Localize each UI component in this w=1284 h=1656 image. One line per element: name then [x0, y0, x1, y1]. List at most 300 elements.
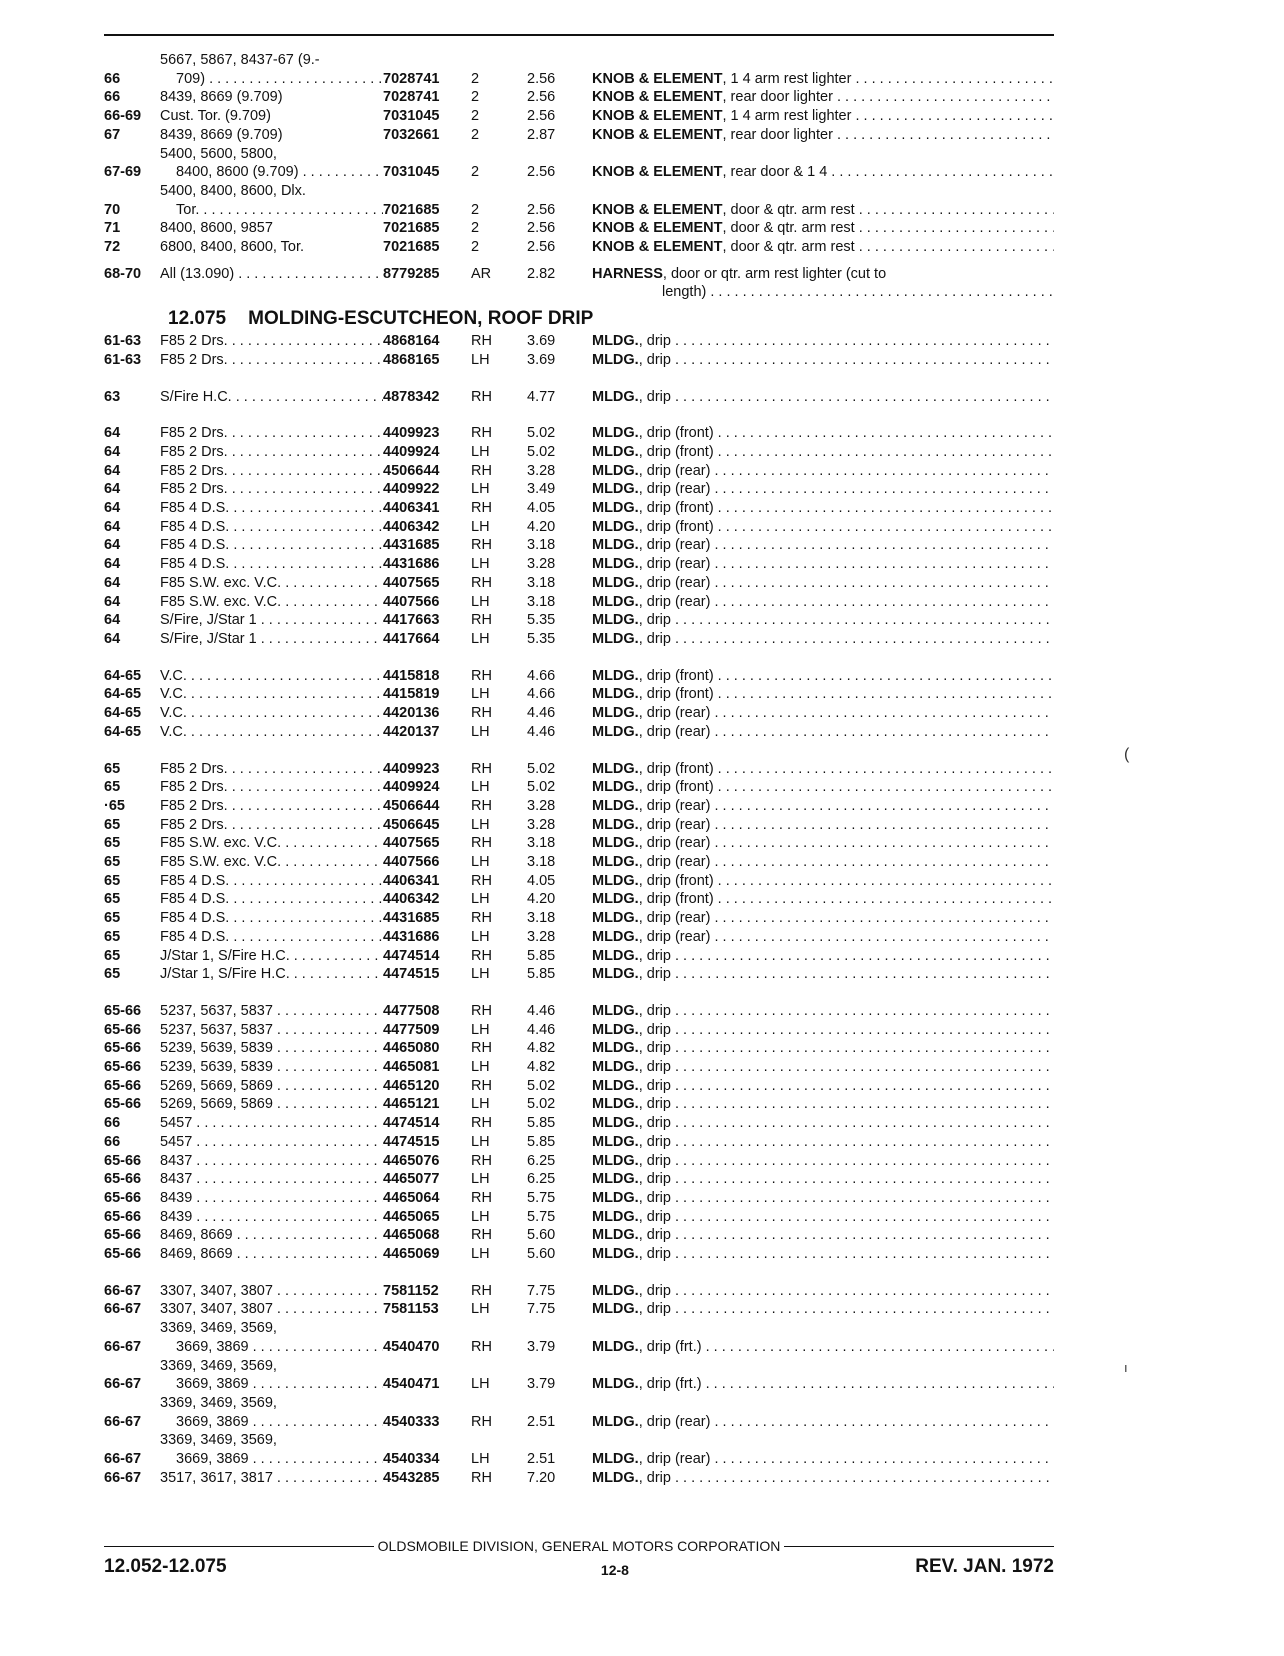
quantity: RH [471, 1227, 492, 1244]
model-year: 65-66 [104, 1096, 142, 1113]
model-year: 64 [104, 518, 121, 535]
description-name: MLDG. [592, 333, 639, 350]
description-detail: , drip [638, 1171, 671, 1188]
model-line: F85 2 Drs. . . . [160, 779, 383, 795]
model-line: F85 4 D.S. . . . [160, 891, 383, 907]
description-detail: , drip (rear) [638, 481, 711, 498]
model-year: 64 [104, 574, 121, 591]
footer-section-range: 12.052-12.075 [104, 1556, 227, 1577]
top-rule [104, 34, 1054, 36]
molding-parts-list [104, 332, 1054, 1487]
model-line: 5239, 5639, 5839 . . . [160, 1040, 383, 1056]
price: 5.02 [527, 425, 556, 442]
model-application [160, 107, 383, 126]
model-application [160, 853, 383, 872]
description-name: MLDG. [592, 425, 639, 442]
description-detail: , drip (rear) [638, 593, 711, 610]
model-line: 8439 . . . [160, 1209, 383, 1225]
description-detail: , drip (front) [638, 425, 714, 442]
model-year: 66-67 [104, 1376, 142, 1393]
part-row [104, 1282, 1054, 1301]
model-year: 61-63 [104, 333, 142, 350]
model-line: 5667, 5867, 8437-67 (9.- [160, 52, 320, 68]
part-number: 4474515 [383, 1133, 440, 1150]
part-row [104, 1058, 1054, 1077]
part-row [104, 462, 1054, 481]
description [592, 443, 1054, 462]
model-application [160, 88, 383, 107]
part-row [104, 499, 1054, 518]
description [592, 88, 1054, 107]
price: 4.46 [527, 723, 556, 740]
model-line: F85 4 D.S. . . . [160, 537, 383, 553]
description-detail: , drip [638, 1208, 671, 1225]
part-number: 7028741 [383, 70, 440, 87]
description [592, 126, 1054, 145]
price: 2.56 [527, 220, 556, 237]
model-line: 3369, 3469, 3569, [160, 1432, 277, 1449]
description [592, 351, 1054, 370]
description-detail: , drip (front) [638, 872, 714, 889]
part-row [104, 1208, 1054, 1227]
part-number: 4868165 [383, 351, 440, 368]
quantity: LH [471, 518, 490, 535]
price: 6.25 [527, 1171, 556, 1188]
part-row [104, 704, 1054, 723]
part-number: 4431685 [383, 537, 440, 554]
part-number: 4409923 [383, 760, 440, 777]
quantity: LH [471, 630, 490, 647]
description-name: MLDG. [592, 1338, 639, 1355]
part-number: 4465121 [383, 1096, 440, 1113]
part-row [104, 332, 1054, 351]
quantity: LH [471, 723, 490, 740]
description [592, 1375, 1054, 1394]
description-detail: , door or qtr. arm rest lighter (cut to [662, 265, 887, 282]
part-row [104, 182, 1054, 219]
quantity: LH [471, 1301, 490, 1318]
part-number: 4465120 [383, 1077, 440, 1094]
model-year: 61-63 [104, 351, 142, 368]
part-row [104, 685, 1054, 704]
part-row [104, 518, 1054, 537]
quantity: 2 [471, 220, 480, 237]
description-name: MLDG. [592, 1246, 639, 1263]
model-line: 5457 . . . [160, 1115, 383, 1131]
description [592, 965, 1054, 984]
part-row [104, 1357, 1054, 1394]
description-detail: , drip (front) [638, 443, 714, 460]
price: 2.56 [527, 239, 556, 256]
description [592, 70, 1054, 89]
description [592, 1413, 1054, 1432]
model-line: 5269, 5669, 5869 . . . [160, 1078, 383, 1094]
description-detail: , drip [638, 1059, 671, 1076]
model-application [160, 723, 383, 742]
description [592, 388, 1054, 407]
description-name: MLDG. [592, 1115, 639, 1132]
model-line: F85 2 Drs. . . . [160, 444, 383, 460]
description-name: MLDG. [592, 1171, 639, 1188]
quantity: LH [471, 1021, 490, 1038]
model-line: 5400, 5600, 5800, [160, 145, 277, 162]
part-row [104, 667, 1054, 686]
price: 2.87 [527, 126, 556, 143]
quantity: RH [471, 667, 492, 684]
model-line: J/Star 1, S/Fire H.C. . . . [160, 966, 383, 982]
model-line: 3669, 3869 . . . [160, 1338, 383, 1357]
description-name: MLDG. [592, 481, 639, 498]
description-detail: , drip (frt.) [638, 1338, 702, 1355]
quantity: LH [471, 779, 490, 796]
quantity: RH [471, 760, 492, 777]
model-year: 65-66 [104, 1059, 142, 1076]
model-year: 70 [104, 201, 121, 218]
model-application [160, 555, 383, 574]
description-detail: , drip [638, 388, 671, 405]
model-year: 66-67 [104, 1413, 142, 1430]
model-line: V.C. . . . [160, 705, 383, 721]
model-line: 8439, 8669 (9.709) [160, 89, 283, 106]
quantity: LH [471, 1133, 490, 1150]
part-number: 7021685 [383, 201, 440, 218]
description-name: MLDG. [592, 1002, 639, 1019]
model-application [160, 1469, 383, 1488]
quantity: LH [471, 1171, 490, 1188]
model-line: 8469, 8669 . . . [160, 1227, 383, 1243]
quantity: LH [471, 443, 490, 460]
description-detail: , drip [638, 1301, 671, 1318]
quantity: RH [471, 333, 492, 350]
price: 4.20 [527, 891, 556, 908]
description-detail: , drip [638, 612, 671, 629]
part-number: 4409924 [383, 779, 440, 796]
description-name: MLDG. [592, 1059, 639, 1076]
model-year: 65-66 [104, 1227, 142, 1244]
part-number: 4465077 [383, 1171, 440, 1188]
part-row [104, 219, 1054, 238]
part-row [104, 593, 1054, 612]
part-row [104, 424, 1054, 443]
part-row [104, 853, 1054, 872]
part-row [104, 1077, 1054, 1096]
price: 3.69 [527, 333, 556, 350]
section-number: 12.075 [168, 308, 227, 330]
quantity: LH [471, 1246, 490, 1263]
model-line: F85 4 D.S. . . . [160, 910, 383, 926]
model-line: 5237, 5637, 5837 . . . [160, 1003, 383, 1019]
part-row [104, 1189, 1054, 1208]
model-year: 65-66 [104, 1189, 142, 1206]
model-year: 65 [104, 854, 121, 871]
model-year: 63 [104, 388, 121, 405]
model-application [160, 872, 383, 891]
part-number: 4406342 [383, 518, 440, 535]
description-detail: , door & qtr. arm rest [722, 220, 855, 237]
model-line: 5237, 5637, 5837 . . . [160, 1022, 383, 1038]
part-row [104, 890, 1054, 909]
description [592, 872, 1054, 891]
description-name: MLDG. [592, 1152, 639, 1169]
model-application [160, 424, 383, 443]
quantity: RH [471, 1413, 492, 1430]
part-row [104, 1133, 1054, 1152]
price: 5.60 [527, 1227, 556, 1244]
price: 3.28 [527, 556, 556, 573]
description-detail: , drip (rear) [638, 462, 711, 479]
description-name: MLDG. [592, 667, 639, 684]
part-row [104, 723, 1054, 742]
description [592, 1170, 1054, 1189]
part-row [104, 480, 1054, 499]
model-year: 66 [104, 89, 121, 106]
model-line: F85 S.W. exc. V.C. . . . [160, 835, 383, 851]
price: 4.05 [527, 872, 556, 889]
quantity: RH [471, 1189, 492, 1206]
part-row [104, 351, 1054, 370]
description-name: MLDG. [592, 574, 639, 591]
description-detail: , drip [638, 1133, 671, 1150]
model-application [160, 1300, 383, 1319]
part-number: 4417664 [383, 630, 440, 647]
description-detail: , drip [638, 1002, 671, 1019]
part-row [104, 1226, 1054, 1245]
part-number: 4474515 [383, 966, 440, 983]
model-line: F85 2 Drs. . . . [160, 761, 383, 777]
model-application [160, 265, 383, 284]
model-application [160, 443, 383, 462]
description-detail: , drip (rear) [638, 816, 711, 833]
model-application [160, 1077, 383, 1096]
model-line: S/Fire H.C. . . . [160, 389, 383, 405]
description-detail: , 1 4 arm rest lighter [722, 70, 852, 87]
description [592, 424, 1054, 443]
model-year: 65-66 [104, 1040, 142, 1057]
model-line: F85 2 Drs. . . . [160, 798, 383, 814]
model-line: F85 2 Drs. . . . [160, 425, 383, 441]
model-year: 66 [104, 70, 121, 87]
quantity: LH [471, 593, 490, 610]
model-year: 64 [104, 425, 121, 442]
description [592, 555, 1054, 574]
price: 3.18 [527, 910, 556, 927]
quantity: RH [471, 947, 492, 964]
model-application [160, 778, 383, 797]
quantity: RH [471, 1115, 492, 1132]
description-name: MLDG. [592, 630, 639, 647]
model-year: 64 [104, 481, 121, 498]
description-name: MLDG. [592, 388, 639, 405]
quantity: AR [471, 265, 492, 282]
model-year: 64-65 [104, 686, 142, 703]
model-line: Tor. . . . [160, 201, 383, 220]
model-year: 65 [104, 835, 121, 852]
quantity: RH [471, 872, 492, 889]
price: 5.02 [527, 1077, 556, 1094]
model-line: F85 2 Drs. . . . [160, 817, 383, 833]
model-year: 64 [104, 537, 121, 554]
model-year: 64 [104, 462, 121, 479]
model-line: F85 4 D.S. . . . [160, 556, 383, 572]
model-year: 64 [104, 443, 121, 460]
quantity: RH [471, 1282, 492, 1299]
price: 3.79 [527, 1376, 556, 1393]
price: 3.28 [527, 928, 556, 945]
model-year: 64 [104, 556, 121, 573]
price: 2.51 [527, 1451, 556, 1468]
model-application [160, 816, 383, 835]
model-year: 65 [104, 760, 121, 777]
description-detail: , rear door & 1 4 [722, 164, 828, 181]
description [592, 667, 1054, 686]
description-name: MLDG. [592, 797, 639, 814]
description [592, 1095, 1054, 1114]
description-detail: , drip [638, 630, 671, 647]
model-line: F85 2 Drs. . . . [160, 463, 383, 479]
description-detail: , rear door lighter [722, 89, 833, 106]
part-number: 4477509 [383, 1021, 440, 1038]
part-number: 4474514 [383, 947, 440, 964]
description-name: KNOB & ELEMENT [592, 201, 723, 218]
description [592, 1002, 1054, 1021]
price: 5.75 [527, 1208, 556, 1225]
description [592, 760, 1054, 779]
model-year: 65-66 [104, 1077, 142, 1094]
description [592, 778, 1054, 797]
model-line: 3369, 3469, 3569, [160, 1357, 277, 1374]
price: 5.02 [527, 760, 556, 777]
model-application [160, 834, 383, 853]
quantity: LH [471, 1208, 490, 1225]
model-year: 71 [104, 220, 121, 237]
part-number: 4506644 [383, 797, 440, 814]
description-detail: , drip [638, 1189, 671, 1206]
model-application [160, 388, 383, 407]
model-line: 8437 . . . [160, 1153, 383, 1169]
model-line: 8437 . . . [160, 1171, 383, 1187]
part-row [104, 265, 1054, 302]
model-line: F85 4 D.S. . . . [160, 500, 383, 516]
description-name: MLDG. [592, 1301, 639, 1318]
quantity: 2 [471, 89, 480, 106]
quantity: LH [471, 928, 490, 945]
part-number: 4406341 [383, 500, 440, 517]
description-name: MLDG. [592, 760, 639, 777]
part-row [104, 1245, 1054, 1264]
model-year: 66-67 [104, 1282, 142, 1299]
model-application [160, 1357, 383, 1394]
model-year: 66-67 [104, 1451, 142, 1468]
part-number: 4431686 [383, 556, 440, 573]
description-detail: , drip (rear) [638, 537, 711, 554]
part-number: 7028741 [383, 89, 440, 106]
model-line: 3669, 3869 . . . [160, 1413, 383, 1432]
part-row [104, 872, 1054, 891]
model-application [160, 462, 383, 481]
description-name: MLDG. [592, 443, 639, 460]
price: 4.82 [527, 1040, 556, 1057]
model-application [160, 1245, 383, 1264]
model-year: 66 [104, 1133, 121, 1150]
model-application [160, 480, 383, 499]
part-number: 4409923 [383, 425, 440, 442]
price: 4.46 [527, 1002, 556, 1019]
part-number: 7032661 [383, 126, 440, 143]
price: 5.85 [527, 966, 556, 983]
model-line: 8439 . . . [160, 1190, 383, 1206]
model-application [160, 1114, 383, 1133]
part-number: 8779285 [383, 265, 440, 282]
price: 2.56 [527, 201, 556, 218]
description-detail: , drip (rear) [638, 928, 711, 945]
description-detail: , drip (rear) [638, 1451, 711, 1468]
description-name: MLDG. [592, 537, 639, 554]
description [592, 630, 1054, 649]
description [592, 797, 1054, 816]
part-row [104, 816, 1054, 835]
model-application [160, 1170, 383, 1189]
model-line: 5457 . . . [160, 1134, 383, 1150]
quantity: RH [471, 835, 492, 852]
model-year: 65 [104, 947, 121, 964]
description-name: MLDG. [592, 518, 639, 535]
part-row [104, 107, 1054, 126]
description [592, 909, 1054, 928]
part-row [104, 388, 1054, 407]
model-line: F85 4 D.S. . . . [160, 929, 383, 945]
part-row [104, 1431, 1054, 1468]
model-year: 65 [104, 928, 121, 945]
price: 5.35 [527, 612, 556, 629]
part-number: 4431685 [383, 910, 440, 927]
description-name: MLDG. [592, 1469, 639, 1486]
model-application [160, 1021, 383, 1040]
part-row [104, 51, 1054, 88]
model-year: 65-66 [104, 1171, 142, 1188]
knob-element-list [104, 51, 1054, 257]
price: 3.28 [527, 816, 556, 833]
part-row [104, 1300, 1054, 1319]
description-detail: , door & qtr. arm rest [722, 239, 855, 256]
model-line: 8439, 8669 (9.709) [160, 126, 283, 143]
model-line: 8400, 8600 (9.709) . . . [160, 163, 383, 182]
description [592, 834, 1054, 853]
part-number: 4465080 [383, 1040, 440, 1057]
part-number: 4406342 [383, 891, 440, 908]
description-detail: , drip [638, 1096, 671, 1113]
description-name: KNOB & ELEMENT [592, 126, 723, 143]
part-row [104, 1002, 1054, 1021]
model-application [160, 760, 383, 779]
price: 5.85 [527, 1133, 556, 1150]
description [592, 1133, 1054, 1152]
price: 5.60 [527, 1246, 556, 1263]
quantity: RH [471, 1469, 492, 1486]
model-application [160, 630, 383, 649]
part-row [104, 126, 1054, 145]
part-row [104, 1319, 1054, 1356]
part-number: 4420137 [383, 723, 440, 740]
price: 7.20 [527, 1469, 556, 1486]
model-application [160, 947, 383, 966]
model-application [160, 219, 383, 238]
description [592, 723, 1054, 742]
model-year: 65 [104, 872, 121, 889]
description-detail: , drip [638, 966, 671, 983]
model-year: 64 [104, 612, 121, 629]
quantity: LH [471, 1059, 490, 1076]
description-detail: , drip (front) [638, 518, 714, 535]
